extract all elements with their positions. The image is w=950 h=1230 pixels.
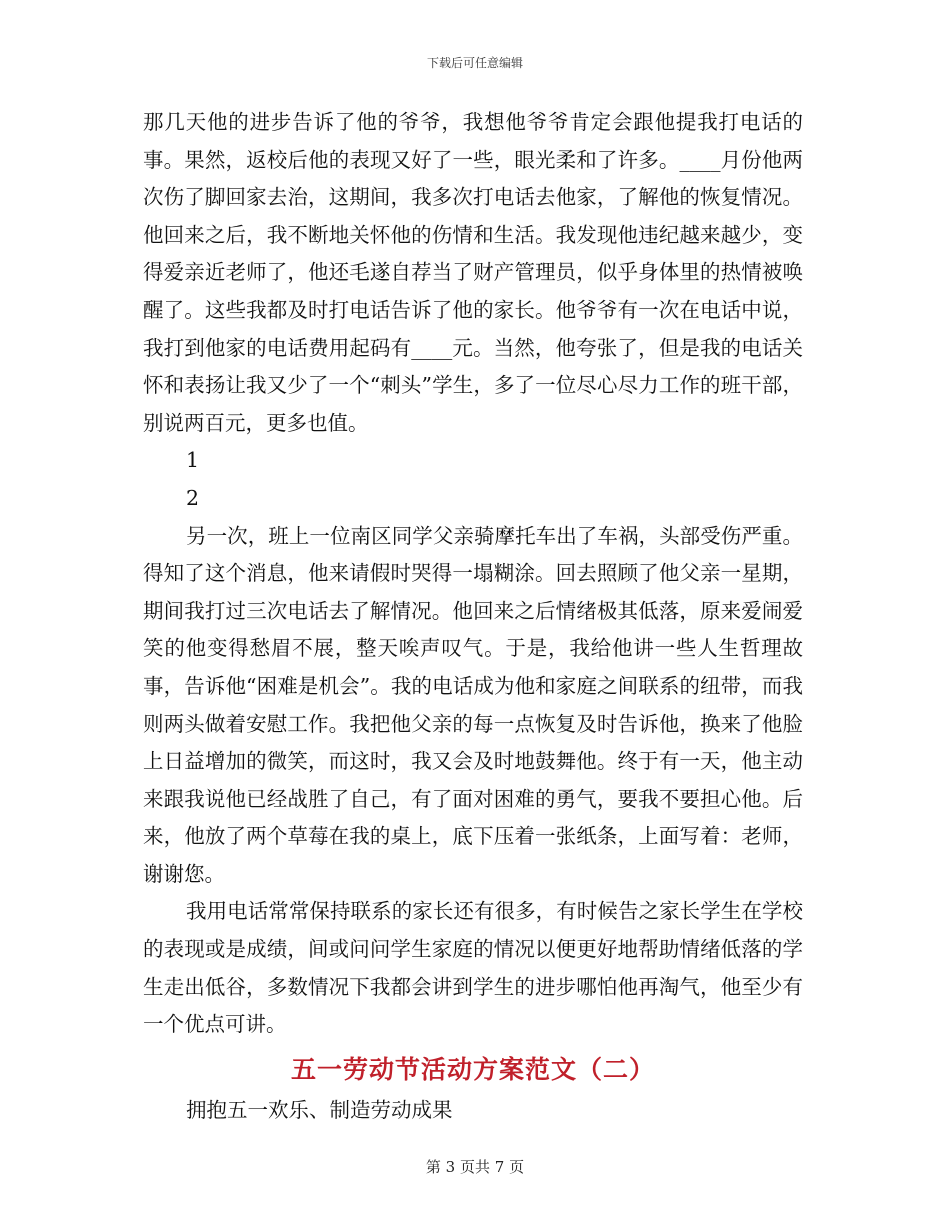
document-body xyxy=(143,104,803,1129)
page-footer: 第 3 页共 7 页 xyxy=(425,1158,525,1176)
paragraph-parent-contact: 我用电话常常保持联系的家长还有很多，有时候告之家长学生在学校的表现或是成绩，间或问问学生家庭的情况以便更好地帮助情绪低落的学生走出低谷，多数情况下我都会讲到学生的进步哪怕他再淘气，他至少有一个优点可讲。 xyxy=(143,899,803,1037)
paragraph-accident-story: 另一次，班上一位南区同学父亲骑摩托车出了车祸，头部受伤严重。得知了这个消息，他来请假时哭得一塌糊涂。回去照顾了他父亲一星期，期间我打过三次电话去了解情况。他回来之后情绪极其低落，原来爱闹爱笑的他变得愁眉不展，整天唉声叹气。于是，我给他讲一些人生哲理故事，告诉他“困难是机会”。我的电话成为他和家庭之间联系的纽带，而我则两头做着安慰工作。我把他父亲的每一点恢复及时告诉他，换来了他脸上日益增加的微笑，而这时，我又会及时地鼓舞他。终于有一天，他主动来跟我说他已经战胜了自己，有了面对困难的勇气，要我不要担心他。后来，他放了两个草莓在我的桌上，底下压着一张纸条，上面写着：老师，谢谢您。 xyxy=(143,523,803,886)
list-number-2: 2 xyxy=(186,485,200,510)
section-subtitle: 拥抱五一欢乐、制造劳动成果 xyxy=(186,1097,453,1122)
paragraph-phone-progress: 那几天他的进步告诉了他的爷爷，我想他爷爷肯定会跟他提我打电话的事。果然，返校后他的表现又好了一些，眼光柔和了许多。____月份他两次伤了脚回家去治，这期间，我多次打电话去他家，了解他的恢复情况。他回来之后，我不断地关怀他的伤情和生活。我发现他违纪越来越少，变得爱亲近老师了，他还毛遂自荐当了财产管理员，似乎身体里的热情被唤醒了。这些我都及时打电话告诉了他的家长。他爷爷有一次在电话中说，我打到他家的电话费用起码有____元。当然，他夸张了，但是我的电话关怀和表扬让我又少了一个“刺头”学生，多了一位尽心尽力工作的班干部，别说两百元，更多也值。 xyxy=(143,110,803,435)
page-header: 下载后可任意编辑 xyxy=(426,56,523,70)
list-number-1: 1 xyxy=(186,448,200,473)
section-title: 五一劳动节活动方案范文（二） xyxy=(290,1054,655,1084)
